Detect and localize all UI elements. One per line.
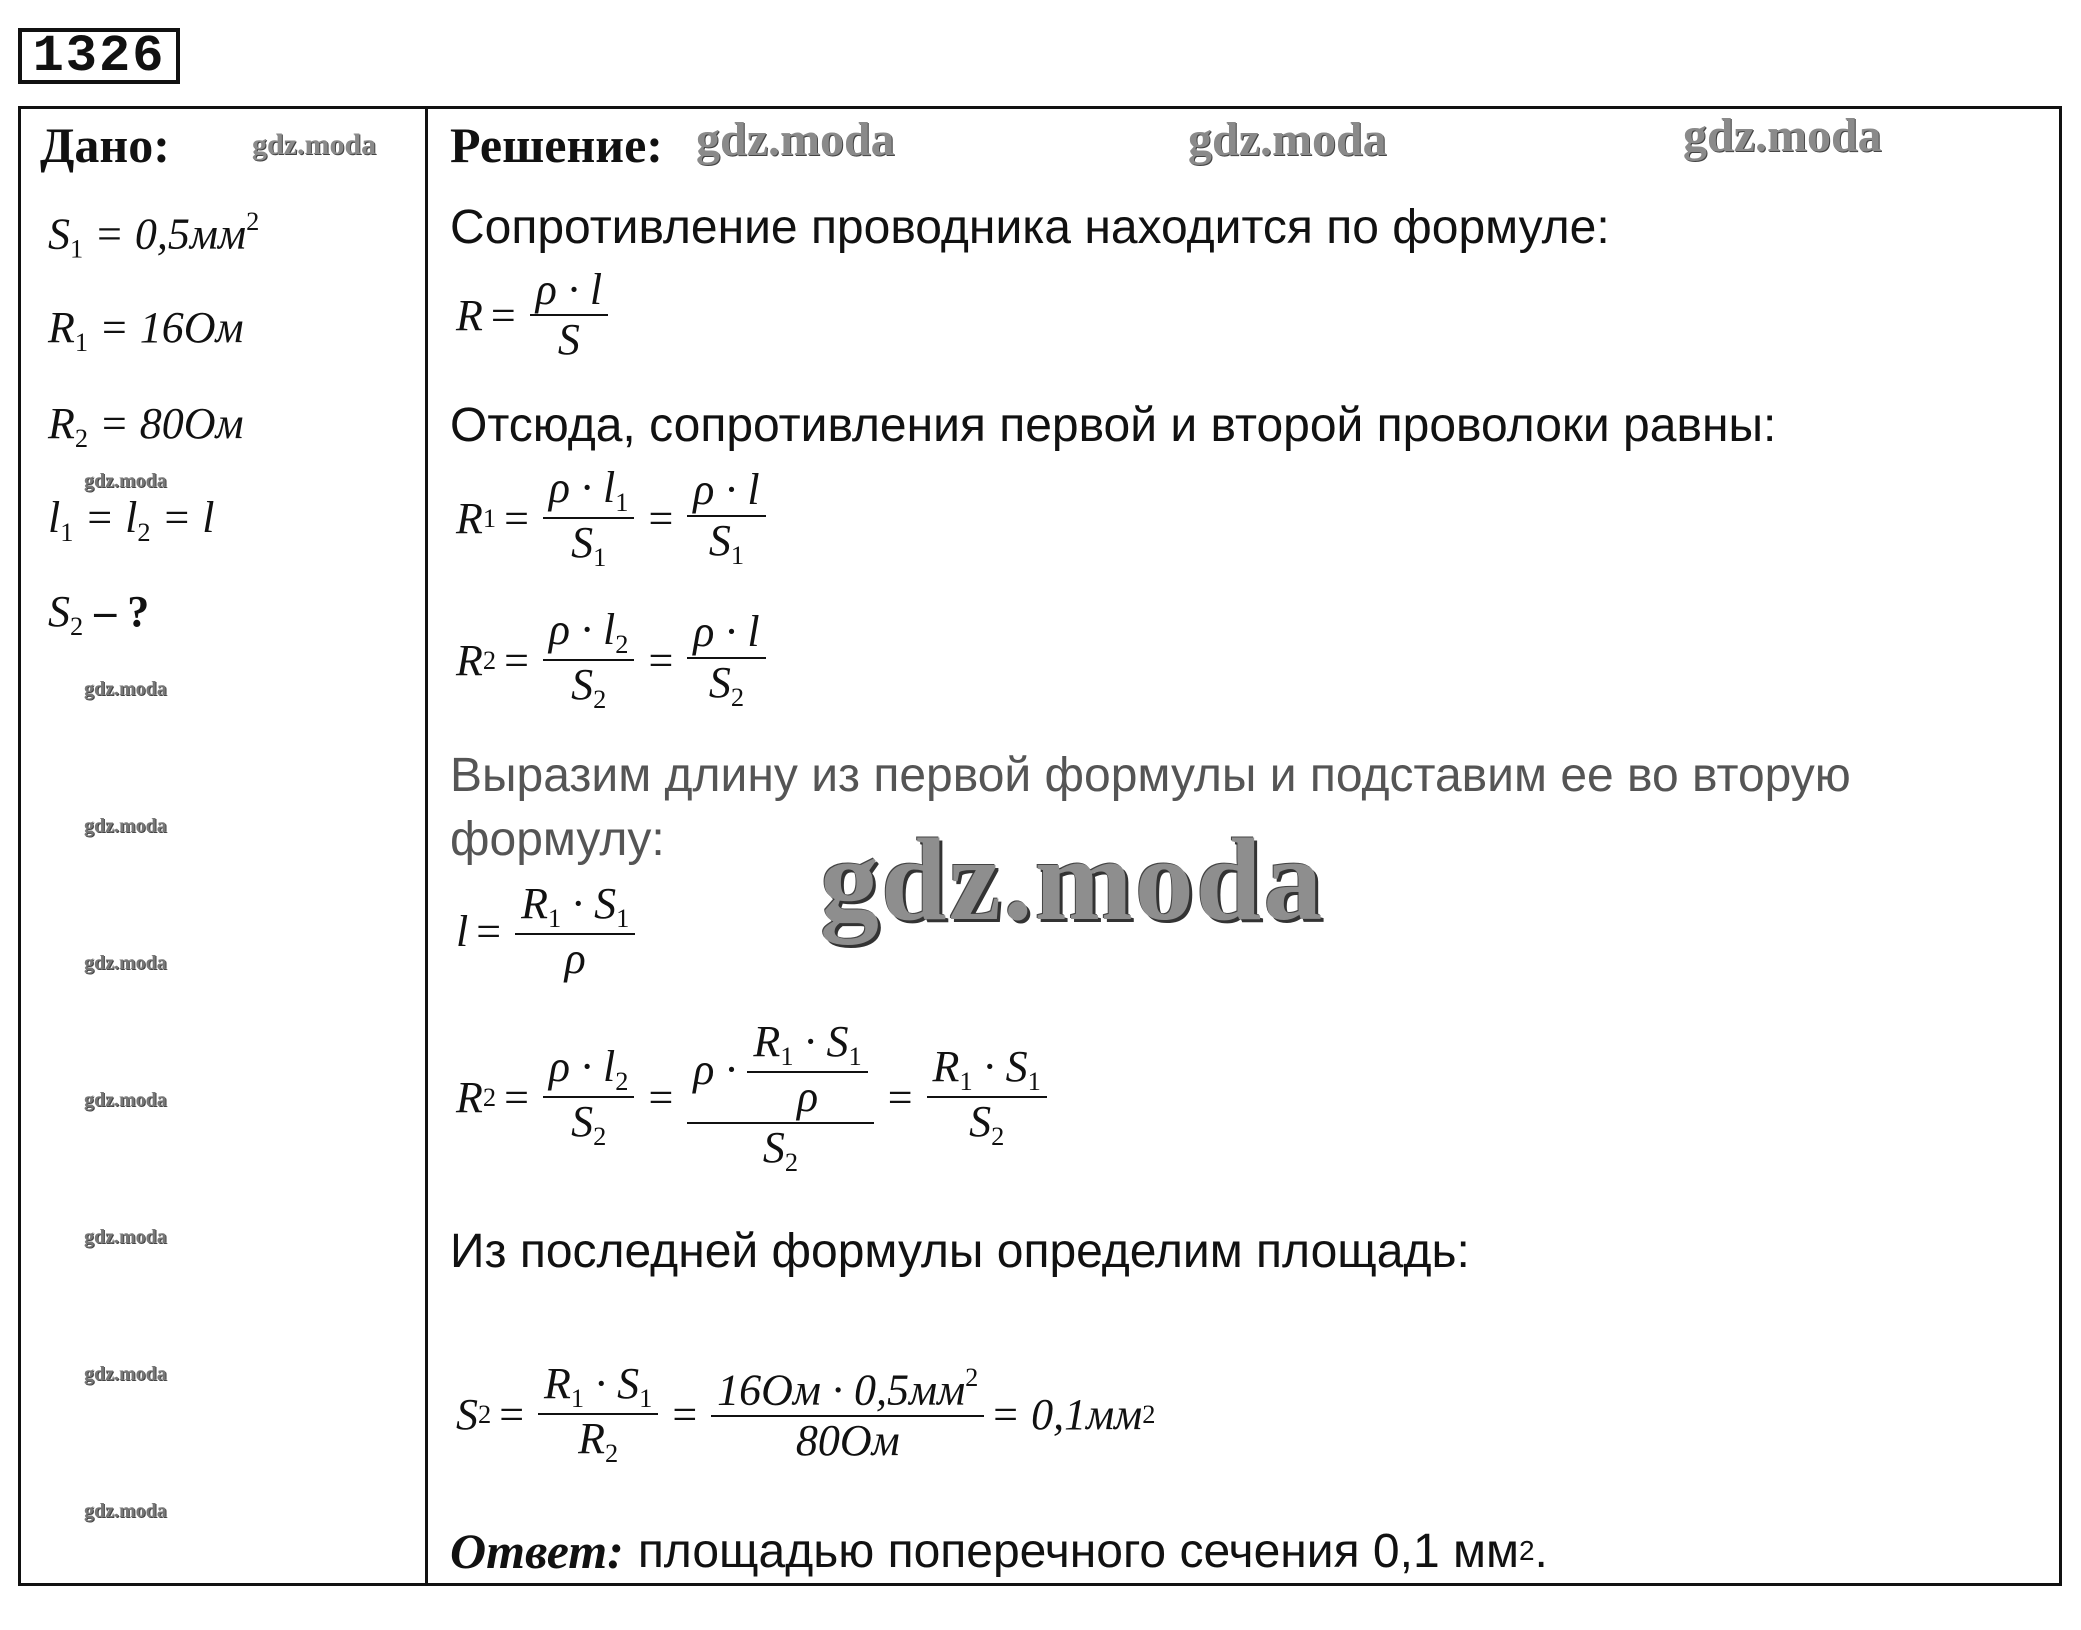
watermark: gdz.moda xyxy=(252,128,377,161)
given-r1: $R_1 = 16Ом$ xyxy=(48,303,244,358)
given-s1: $S_1 = 0,5мм^2$ xyxy=(48,206,260,264)
watermark: gdz.moda xyxy=(84,952,167,974)
given-unknown: $S_2$ – ? xyxy=(48,587,150,642)
calc-denominator: 80Ом xyxy=(795,1416,900,1466)
given-r2-value: = 80Ом xyxy=(99,399,244,448)
calc-numerator: 16Ом · 0,5мм xyxy=(717,1365,966,1415)
formula-resistance: R = $\frac{\rho \cdot l}{S}$ xyxy=(456,266,614,365)
problem-number: 1326 xyxy=(18,28,180,84)
solution-line-4: Из последней формулы определим площадь: xyxy=(450,1225,1470,1278)
formula-length: l = $\frac{R_1 \cdot S_1}{\rho}$ xyxy=(456,880,641,984)
given-r1-value: = 16Ом xyxy=(99,303,244,352)
calc-result: = 0,1мм xyxy=(990,1389,1143,1439)
solution-line-2: Отсюда, сопротивления первой и второй проволоки равны: xyxy=(450,399,1777,452)
formula-substitution: R 2 = $\frac{\rho \cdot l_2}{S_2}$ = ρ · $\frac{R_1 \cdot S_1}{\rho}$ $S_2$ = $\frac{R_1 \cdot S_1}{S_2}$ xyxy=(456,1018,1053,1177)
solution-line-3b: формулу: xyxy=(450,813,665,866)
answer-text: площадью поперечного сечения 0,1 мм xyxy=(637,1524,1519,1578)
answer: Ответ: площадью поперечного сечения 0,1 мм 2 . xyxy=(450,1523,1548,1579)
watermark: gdz.moda xyxy=(84,678,167,700)
watermark: gdz.moda xyxy=(84,1500,167,1522)
solution-title: Решение: xyxy=(450,117,663,173)
watermark: gdz.moda xyxy=(84,1226,167,1248)
watermark-large: gdz.moda xyxy=(820,814,1325,945)
solution-line-1: Сопротивление проводника находится по формуле: xyxy=(450,201,1610,254)
given-title: Дано: xyxy=(40,117,170,173)
given-r2: $R_2 = 80Ом$ xyxy=(48,399,244,454)
given-lengths: $l_1 = l_2 = l$ xyxy=(48,493,215,548)
solution-line-3a: Выразим длину из первой формулы и подставим ее во вторую xyxy=(450,749,1851,802)
watermark: gdz.moda xyxy=(84,815,167,837)
formula-final: S 2 = $\frac{R_1 \cdot S_1}{R_2}$ = $\frac{16Ом \cdot 0,5мм^2}{80Ом}$ = 0,1мм 2 xyxy=(456,1359,1156,1469)
watermark: gdz.moda xyxy=(696,113,895,166)
watermark: gdz.moda xyxy=(1683,109,1882,162)
given-l-equal: = l xyxy=(161,493,215,542)
formula-r2: R 2 = $\frac{\rho \cdot l_2}{S_2}$ = $\frac{\rho \cdot l}{S_2}$ xyxy=(456,606,772,715)
column-divider xyxy=(425,106,428,1586)
watermark: gdz.moda xyxy=(1188,113,1387,166)
watermark: gdz.moda xyxy=(84,1363,167,1385)
given-s2-question: – ? xyxy=(94,587,150,636)
formula-r1: R 1 = $\frac{\rho \cdot l_1}{S_1}$ = $\frac{\rho \cdot l}{S_1}$ xyxy=(456,464,772,573)
watermark: gdz.moda xyxy=(84,470,167,492)
given-s1-value: = 0,5мм xyxy=(94,209,247,259)
watermark: gdz.moda xyxy=(84,1089,167,1111)
answer-label: Ответ: xyxy=(450,1523,624,1579)
